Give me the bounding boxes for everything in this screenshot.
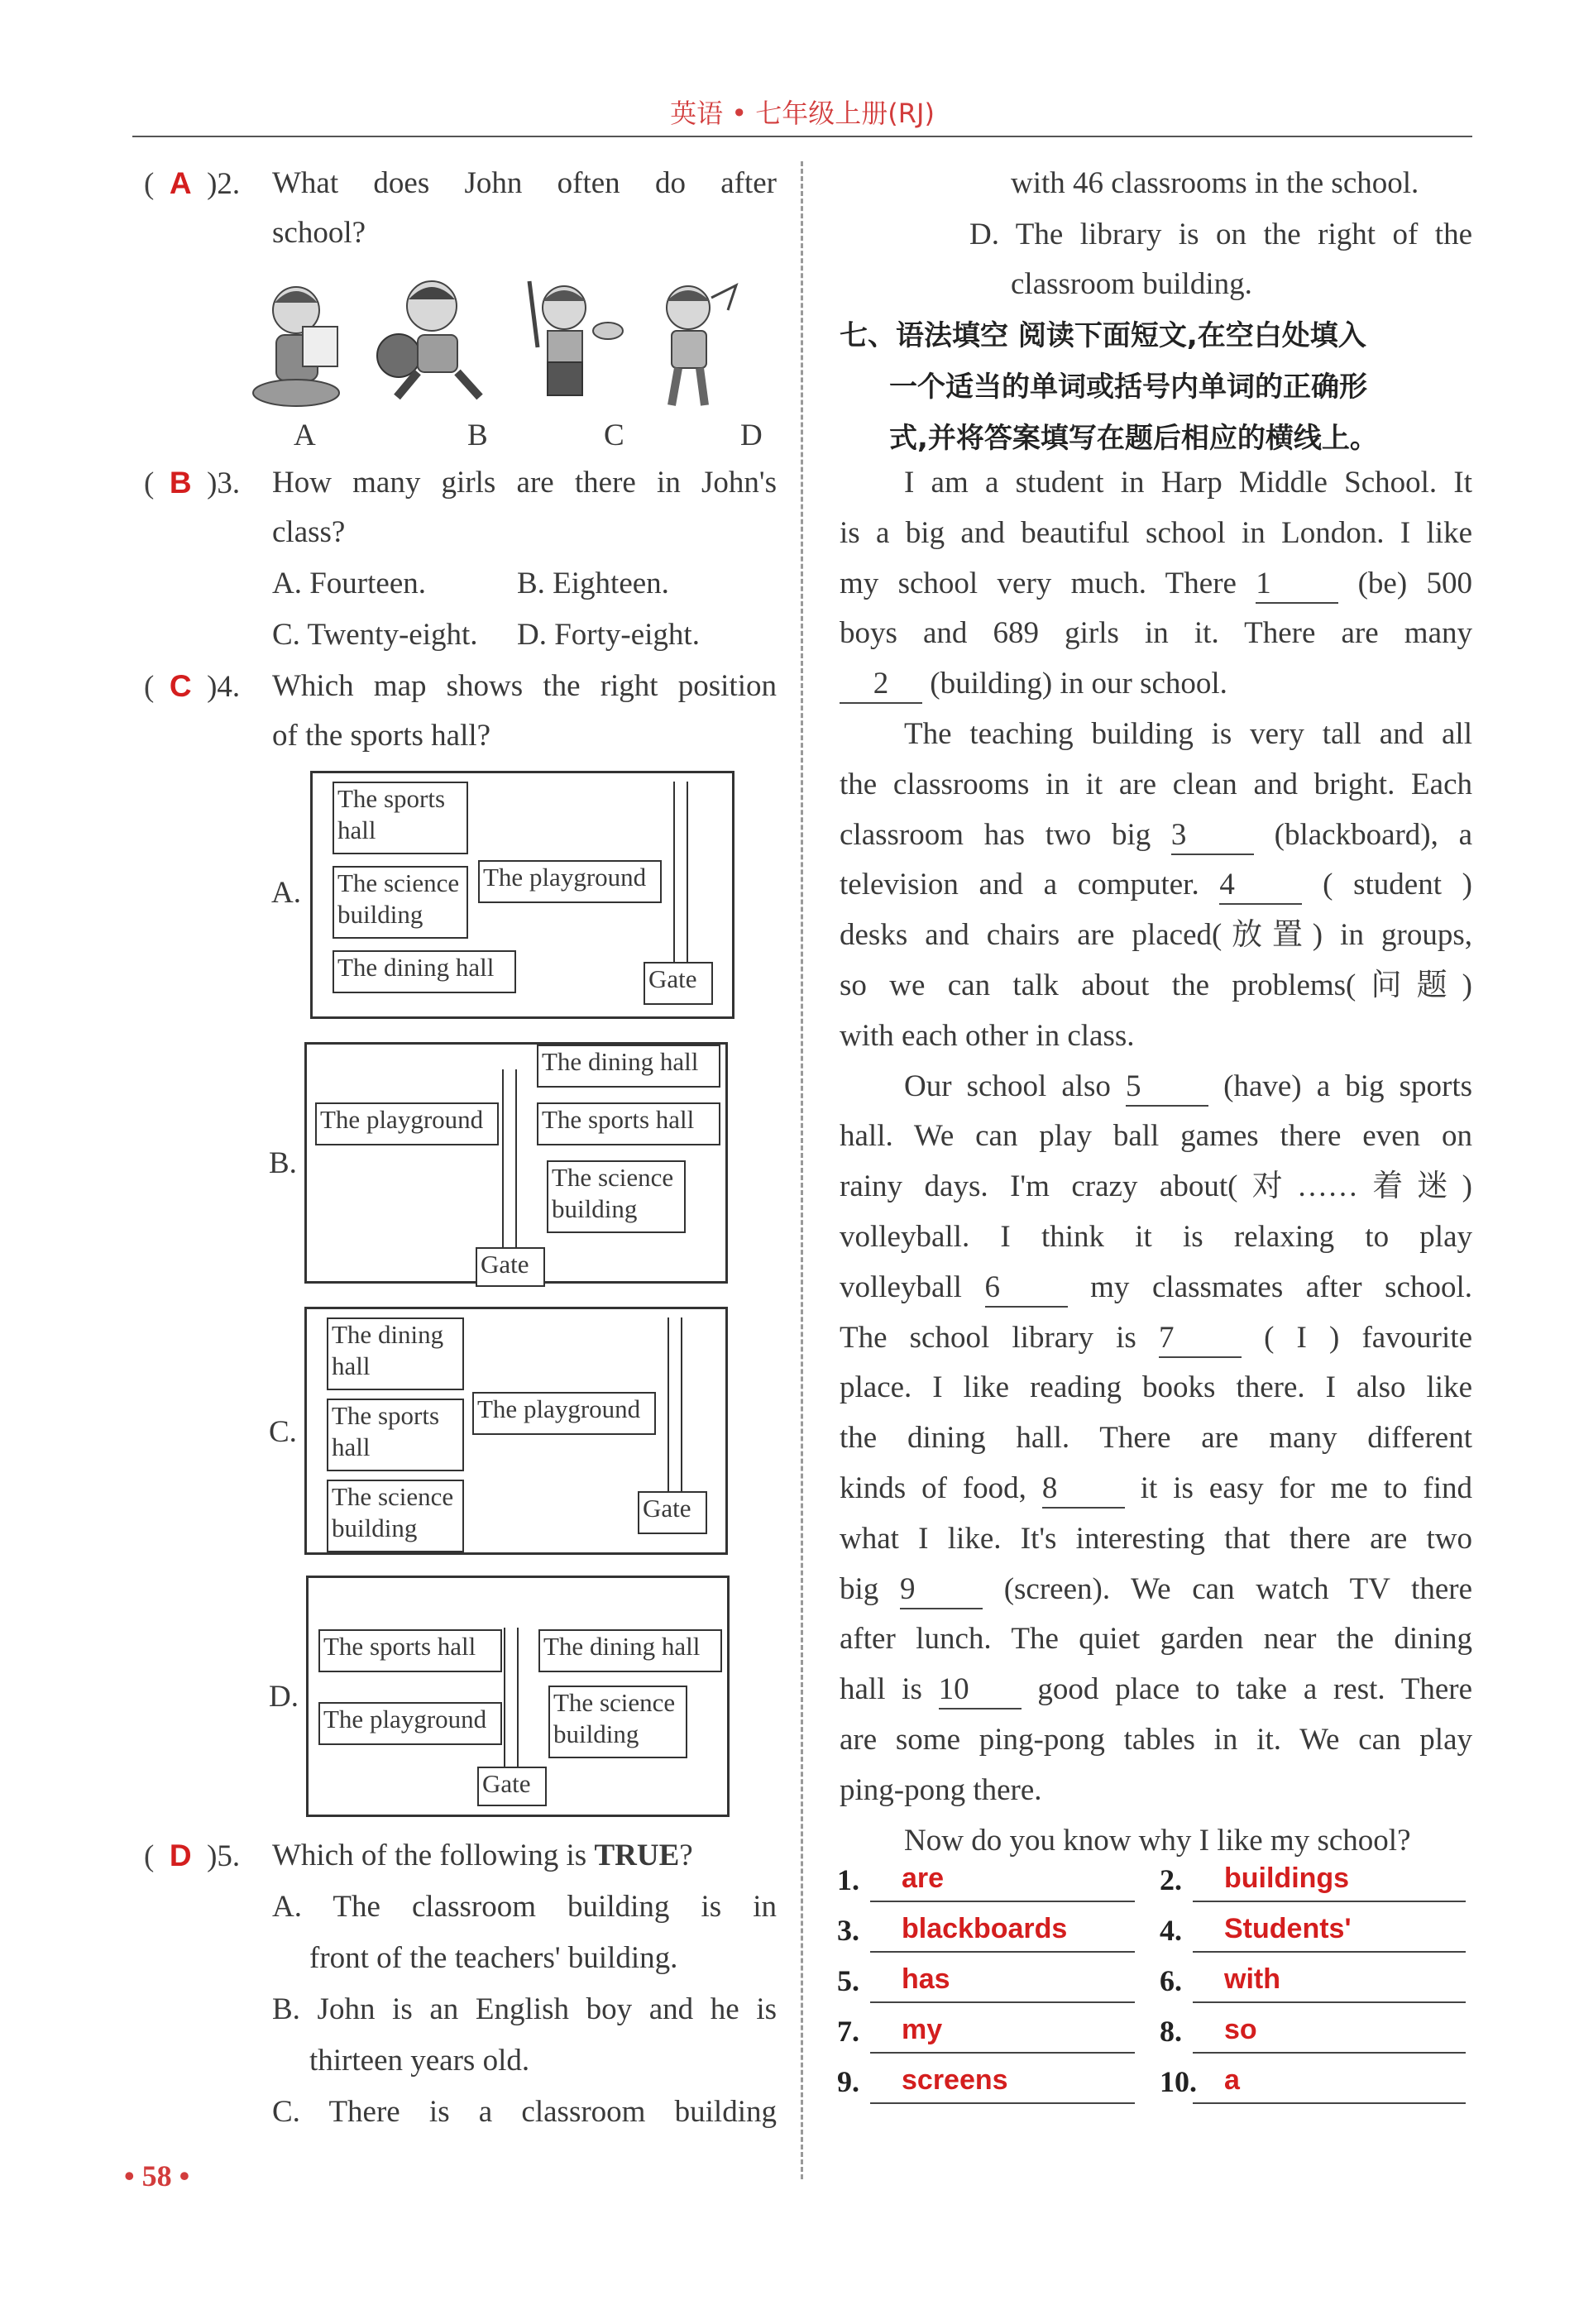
passage-text: is a big and beautiful school in London. I like [840,515,1472,550]
q3-option-c: C. Twenty-eight. [272,618,478,652]
answer-number: 6. [1160,1964,1182,1997]
blank-number: 6 [985,1270,1068,1308]
passage-line [840,1370,1472,1406]
passage-text: volleyball. I think it is relaxing to play [840,1220,1472,1254]
answer-number: 3. [837,1914,859,1947]
blank-number: 4 [1219,867,1302,905]
passage-text: The teaching building is very tall and all [904,717,1472,751]
q2-text-l1: What does John often do after [272,166,777,200]
passage-line [840,1521,1472,1557]
section-title-l3: 式,并将答案填写在题后相应的横线上。 [889,422,1378,455]
boy-basketball-figure [377,281,480,397]
passage-line [840,615,1472,652]
passage-line [840,1722,1472,1758]
q2-label-a: A [294,418,316,452]
q2-label-c: C [604,418,624,452]
q2-illustrations [248,273,786,414]
passage-text: television and a computer. [840,868,1220,902]
q2-label-b: B [467,418,488,452]
passage-text: my classmates after school. [1067,1270,1472,1304]
q4-text-l1: Which map shows the right position [272,669,777,703]
map-a-dining-hall: The dining hall [333,950,516,993]
map-a-road-line [673,782,675,962]
passage-text: (blackboard), a [1253,817,1473,852]
blank-number: 5 [1126,1069,1208,1107]
map-c [304,1307,728,1555]
map-c-sports-hall: The sports hall [327,1399,464,1471]
map-b-sports-hall: The sports hall [537,1102,720,1145]
map-d-road-line [517,1628,519,1775]
blank-number: 9 [900,1571,983,1609]
passage-text: volleyball [840,1270,985,1304]
q4-answer: C [169,669,192,703]
blank-number: 10 [939,1671,1022,1710]
map-d-playground: The playground [318,1702,502,1745]
map-b-label: B. [269,1146,297,1180]
passage-line [840,1571,1472,1609]
passage-text: hall is [840,1672,939,1707]
passage-text: after lunch. The quiet garden near the dining [840,1622,1472,1657]
blank-number: 8 [1042,1470,1125,1509]
passage-text: what I like. It's interesting that there are two [840,1521,1472,1556]
passage-line [840,817,1472,855]
map-c-road-line [681,1317,682,1491]
passage-text: with each other in class. [840,1018,1135,1053]
q3-option-d: D. Forty-eight. [517,618,700,652]
passage-line [840,1219,1472,1255]
passage-text: my school very much. There [840,566,1256,600]
q2-label-d: D [740,418,763,452]
passage-text: desks and chairs are placed(放置) in groups, [840,918,1472,953]
map-a-road-line [687,782,688,962]
answer-number: 7. [837,2015,859,2048]
passage-text: (screen). We can watch TV there [983,1571,1472,1606]
answer-value: a [1224,2064,1240,2096]
map-b-playground: The playground [315,1102,499,1145]
passage-text: (be) 500 [1338,566,1472,600]
passage-text: classroom has two big [840,817,1171,852]
q2-answer: A [169,166,192,200]
blank-number: 1 [1256,566,1338,604]
map-a-sports-hall: The sports hall [333,782,468,854]
map-a-label: A. [271,876,301,910]
q5-answer: D [169,1839,192,1872]
q4-line1: ( C )4. [144,669,241,704]
map-b [304,1042,728,1284]
map-d-road-line [504,1628,505,1775]
q5-option-d-l2: classroom building. [1011,267,1252,301]
passage-text: Our school also [904,1069,1127,1103]
passage-line [840,917,1472,954]
answer-number: 4. [1160,1914,1182,1947]
blank-number: 7 [1159,1320,1242,1358]
map-c-science-building: The science building [327,1480,464,1552]
map-a [310,771,734,1019]
map-c-playground: The playground [472,1392,656,1435]
q5-option-c-l2: with 46 classrooms in the school. [1011,166,1419,200]
answer-value: blackboards [902,1913,1068,1944]
answer-number: 9. [837,2065,859,2098]
passage-text: are some ping-pong tables in it. We can play [840,1723,1472,1757]
map-d-science-building: The science building [548,1686,687,1758]
blank-number: 3 [1171,817,1254,855]
q3-line1: ( B )3. [144,466,241,500]
passage-text: ( I ) favourite [1241,1320,1472,1355]
map-d [306,1576,730,1817]
passage-line [840,1621,1472,1657]
passage-line [840,1320,1472,1358]
answer-value: so [1224,2014,1257,2045]
passage-text: I am a student in Harp Middle School. It [904,466,1472,500]
passage-line [904,1823,1472,1859]
map-d-sports-hall: The sports hall [318,1629,502,1672]
passage-text: (have) a big sports [1208,1069,1472,1103]
q3-text-l1: How many girls are there in John's [272,466,777,500]
map-d-label: D. [269,1680,299,1714]
q5-option-a-l2: front of the teachers' building. [309,1941,678,1975]
map-b-gate: Gate [476,1247,545,1287]
q3-option-a: A. Fourteen. [272,567,426,600]
map-c-label: C. [269,1415,297,1449]
passage-line [904,716,1472,753]
blank-number: 2 [840,666,922,704]
answer-value: Students' [1224,1913,1352,1944]
answer-value: screens [902,2064,1008,2096]
passage-text: (building) in our school. [922,667,1227,701]
passage-line [840,1671,1472,1710]
passage-line [840,1470,1472,1509]
q3-option-b: B. Eighteen. [517,567,669,600]
passage-text: big [840,1571,900,1606]
map-b-science-building: The science building [547,1160,686,1233]
passage-line [904,1069,1472,1107]
passage-text: good place to take a rest. There [1021,1672,1472,1707]
q4-text-l2: of the sports hall? [272,719,491,753]
boy-drawing-figure [667,285,736,405]
map-a-playground: The playground [478,860,662,903]
q5-option-b-l1: B. John is an English boy and he is [272,1992,777,2026]
q2-text-l2: school? [272,216,366,250]
answer-number: 1. [837,1863,859,1896]
passage-line [840,767,1472,803]
q5-option-d-l1: D. The library is on the right of the [969,218,1472,251]
q5-text: Which of the following is TRUE? [272,1839,693,1872]
answer-value: buildings [1224,1863,1350,1894]
passage-text: Now do you know why I like my school? [904,1823,1411,1858]
map-c-gate: Gate [638,1491,707,1534]
passage-text: The school library is [840,1320,1159,1355]
passage-text: the classrooms in it are clean and bright. Each [840,767,1472,801]
boy-reading-figure [253,287,339,406]
passage-text: rainy days. I'm crazy about(对……着迷) [840,1169,1472,1204]
q5-option-b-l2: thirteen years old. [309,2044,530,2078]
page-number: • 58 • [124,2159,190,2192]
boy-painting-figure [529,281,623,395]
passage-line [840,1420,1472,1456]
passage-line [840,515,1472,552]
answer-number: 8. [1160,2015,1182,2048]
q2-line1: ( A )2. [144,166,241,201]
map-b-road-line [515,1069,517,1247]
answer-number: 5. [837,1964,859,1997]
passage-text: hall. We can play ball games there even on [840,1119,1472,1154]
answer-value: has [902,1963,950,1995]
page-header: 英语 • 七年级上册(RJ) [670,98,935,129]
passage-text: ping-pong there. [840,1772,1042,1807]
passage-text: boys and 689 girls in it. There are many [840,616,1472,651]
q3-answer: B [169,466,192,500]
section-title-l1: 七、语法填空 阅读下面短文,在空白处填入 [840,319,1366,352]
answer-number: 10. [1160,2065,1197,2098]
map-c-dining-hall: The dining hall [327,1317,464,1390]
q3-text-l2: class? [272,515,346,549]
passage-line [840,566,1472,604]
passage-line [840,1018,1472,1054]
map-c-road-line [667,1317,669,1491]
map-a-gate: Gate [644,962,713,1005]
q5-option-a-l1: A. The classroom building is in [272,1890,777,1924]
column-divider [801,161,803,2179]
passage-line [840,1118,1472,1155]
passage-line [840,1270,1472,1308]
map-a-science-building: The science building [333,866,468,939]
answer-number: 2. [1160,1863,1182,1896]
passage-text: it is easy for me to find [1124,1471,1472,1505]
passage-line [840,1169,1472,1205]
passage-text: the dining hall. There are many different [840,1421,1472,1456]
passage-text: kinds of food, [840,1471,1042,1505]
map-d-gate: Gate [477,1767,547,1806]
map-b-dining-hall: The dining hall [537,1045,720,1088]
map-b-road-line [502,1069,504,1247]
header-rule [132,136,1472,137]
q5-option-c-l1: C. There is a classroom building [272,2095,777,2129]
answer-value: my [902,2014,943,2045]
passage-line [904,465,1472,501]
passage-line [840,1772,1472,1809]
answer-value: are [902,1863,945,1894]
q5-line1: ( D )5. [144,1839,241,1873]
passage-text: place. I like reading books there. I also like [840,1370,1472,1405]
map-d-dining-hall: The dining hall [538,1629,722,1672]
passage-line [840,968,1472,1004]
passage-line [840,666,1472,704]
passage-text: ( student ) [1302,868,1472,902]
passage-line [840,867,1472,905]
answer-value: with [1224,1963,1280,1995]
passage-text: so we can talk about the problems(问题) [840,968,1472,1002]
section-title-l2: 一个适当的单词或括号内单词的正确形 [889,371,1367,404]
